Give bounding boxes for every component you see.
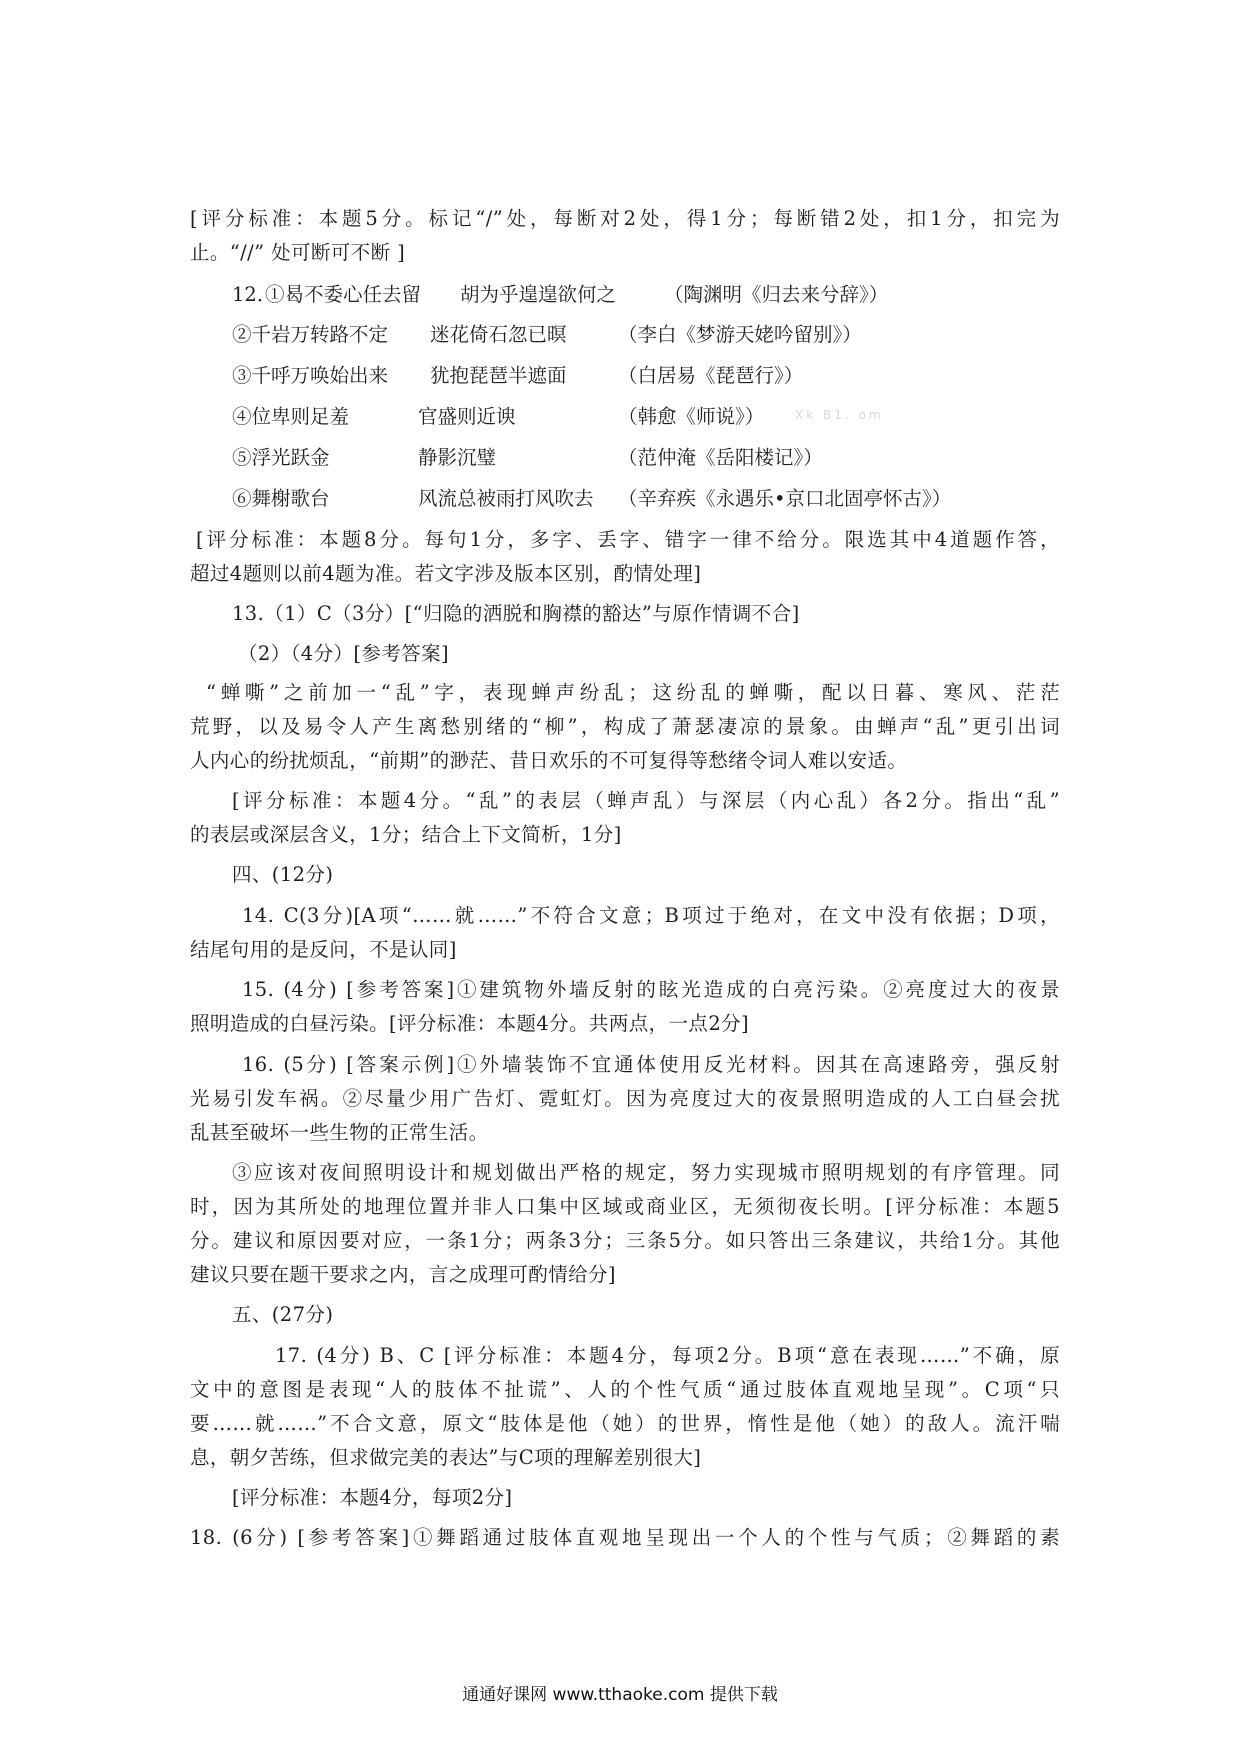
q16-point3-line2: 时，因为其所处的地理位置并非人口集中区域或商业区，无须彻夜长明。[评分标准：本题5 (190, 1195, 1060, 1218)
q12-line4-a: ④位卑则足羞 (232, 405, 350, 428)
q12-line3-source: （白居易《琵琶行》） (618, 364, 804, 387)
q17-line1: 17. (4分) B、C [评分标准：本题4分，每项2分。B项“意在表现……”不确，原 (275, 1344, 1060, 1367)
q12-line3-b: 犹抱琵琶半遮面 (430, 364, 567, 387)
q12-line3-a: ③千呼万唤始出来 (232, 364, 389, 387)
scoring-note-13-line2: 的表层或深层含义，1分；结合上下文简析，1分] (190, 823, 622, 846)
q12-line2-a: ②千岩万转路不定 (232, 323, 389, 346)
scoring-note-13-line1: [评分标准：本题4分。“乱”的表层（蝉声乱）与深层（内心乱）各2分。指出“乱” (232, 789, 1060, 812)
q12-line6-source: （辛弃疾《永遇乐•京口北固亭怀古》） (618, 487, 952, 510)
q17-line2: 文中的意图是表现“人的肢体不扯谎”、人的个性气质“通过肢体直观地呈现”。C项“只 (190, 1378, 1060, 1401)
section-four-heading: 四、(12分) (232, 863, 334, 886)
q15-line2: 照明造成的白昼污染。[评分标准：本题4分。共两点，一点2分] (190, 1012, 750, 1035)
q18-line1: 18. (6分) [参考答案]①舞蹈通过肢体直观地呈现出一个人的个性与气质；②舞蹈的素 (190, 1526, 1060, 1549)
q16-line2: 光易引发车祸。②尽量少用广告灯、霓虹灯。因为亮度过大的夜景照明造成的人工白昼会扰 (190, 1087, 1060, 1110)
q13-answer-line2: 荒野，以及易令人产生离愁别绪的“柳”，构成了萧瑟凄凉的景象。由蝉声“乱”更引出词 (190, 715, 1060, 738)
q12-line2-source: （李白《梦游天姥吟留别》） (618, 323, 862, 346)
watermark: Xk B1. om (795, 408, 884, 422)
scoring-note-11-line1: [评分标准：本题5分。标记“/”处，每断对2处，得1分；每断错2处，扣1分，扣完为 (190, 207, 1060, 230)
q12-line4-b: 官盛则近谀 (418, 405, 516, 428)
q16-line3: 乱甚至破坏一些生物的正常生活。 (190, 1121, 489, 1144)
scoring-note-11-line2: 止。“//” 处可断可不断 ] (190, 241, 406, 264)
footer-credit: 通通好课网 www.tthaoke.com 提供下载 (462, 1685, 778, 1705)
q12-line2-b: 迷花倚石忽已暝 (430, 323, 567, 346)
q16-point3-line1: ③应该对夜间照明设计和规划做出严格的规定，努力实现城市照明规划的有序管理。同 (232, 1161, 1060, 1184)
q13-part1: 13.（1）C（3分）[“归隐的洒脱和胸襟的豁达”与原作情调不合] (232, 602, 800, 625)
q15-line1: 15. (4分) [参考答案]①建筑物外墙反射的眩光造成的白亮污染。②亮度过大的夜景 (242, 978, 1060, 1001)
q12-line1-source: （陶渊明《归去来兮辞》） (664, 283, 889, 306)
q14-line2: 结尾句用的是反问，不是认同] (190, 938, 457, 961)
q12-line5-a: ⑤浮光跃金 (232, 446, 330, 469)
q17-line3: 要……就……”不合文意，原文“肢体是他（她）的世界，惰性是他（她）的敌人。流汗喘 (190, 1412, 1060, 1435)
q12-line6-a: ⑥舞榭歌台 (232, 487, 330, 510)
scoring-note-12-line1: [评分标准：本题8分。每句1分，多字、丢字、错字一律不给分。限选其中4道题作答， (196, 528, 1060, 551)
q12-line6-b: 风流总被雨打风吹去 (418, 487, 594, 510)
q12-line5-source: （范仲淹《岳阳楼记》） (618, 446, 823, 469)
q13-answer-line3: 人内心的纷扰烦乱，“前期”的渺茫、昔日欢乐的不可复得等愁绪令词人难以安适。 (190, 749, 908, 772)
section-five-heading: 五、(27分) (232, 1303, 334, 1326)
scoring-note-12-line2: 超过4题则以前4题为准。若文字涉及版本区别，酌情处理] (190, 562, 702, 585)
q12-line5-b: 静影沉璧 (418, 446, 497, 469)
q12-number: 12． (232, 283, 277, 306)
q16-point3-line3: 分。建议和原因要对应，一条1分；两条3分；三条5分。如只答出三条建议，共给1分。其他 (190, 1229, 1060, 1252)
q12-line4-source: （韩愈《师说》） (618, 405, 765, 428)
scoring-note-17: [评分标准：本题4分，每项2分] (232, 1486, 513, 1509)
q13-part2-heading: （2）（4分）[参考答案] (238, 642, 449, 665)
q17-line4: 息，朝夕苦练，但求做完美的表达”与C项的理解差别很大] (190, 1446, 702, 1469)
q12-line1-a: ①曷不委心任去留 (265, 283, 422, 306)
q16-point3-line4: 建议只要在题干要求之内，言之成理可酌情给分] (190, 1263, 616, 1286)
q14-line1: 14. C(3分)[A项“……就……”不符合文意；B项过于绝对，在文中没有依据；D项， (242, 904, 1060, 927)
q13-answer-line1: “蝉嘶”之前加一“乱”字，表现蝉声纷乱；这纷乱的蝉嘶，配以日暮、寒风、茫茫 (206, 681, 1060, 704)
q12-line1-b: 胡为乎遑遑欲何之 (460, 283, 617, 306)
q16-line1: 16. (5分) [答案示例]①外墙装饰不宜通体使用反光材料。因其在高速路旁，强反射 (242, 1053, 1060, 1076)
